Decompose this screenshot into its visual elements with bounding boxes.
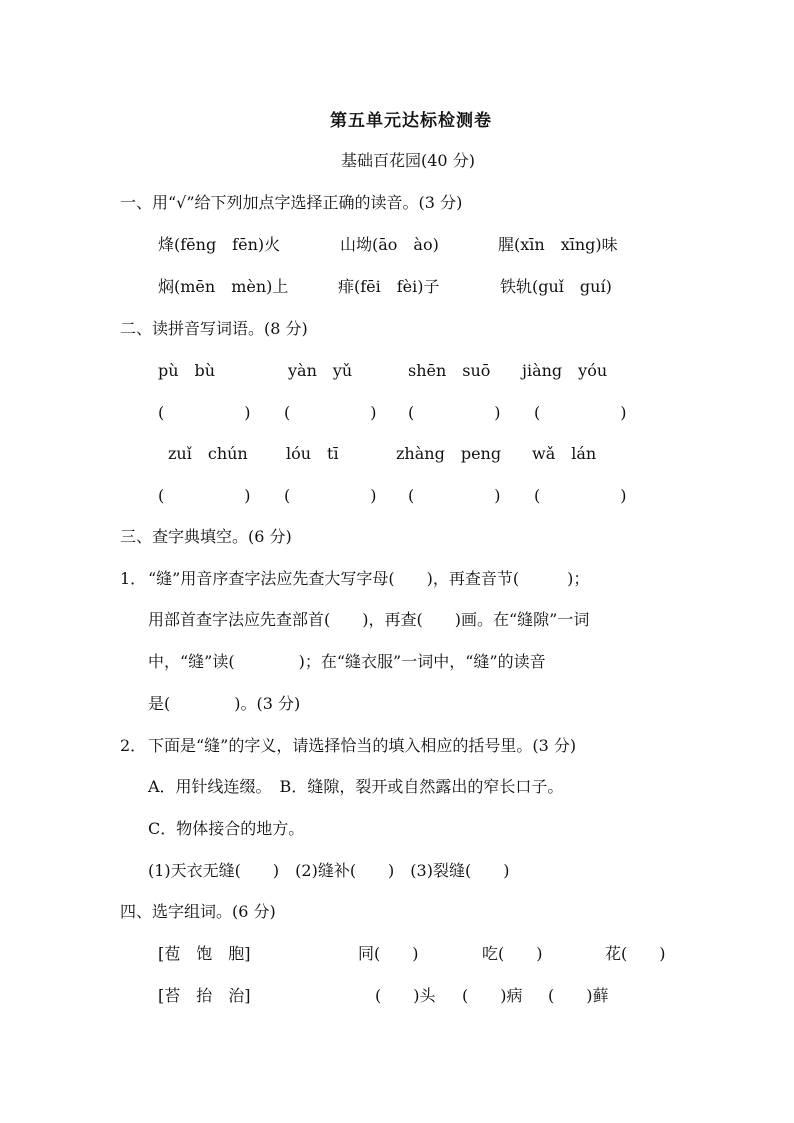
pinyin-choice-item: 腥(xīn xīng)味 — [498, 235, 618, 254]
word-blank[interactable]: ( )藓 — [548, 986, 609, 1005]
answer-blank[interactable]: ( ) — [284, 486, 377, 505]
answer-blank[interactable]: ( ) — [408, 403, 501, 422]
answer-blank[interactable]: ( ) — [408, 486, 501, 505]
pinyin-choice-item: 铁轨(guǐ guí) — [500, 277, 612, 296]
question-2-answers[interactable]: (1)天衣无缝( ) (2)缝补( ) (3)裂缝( ) — [148, 861, 510, 880]
section-3-heading: 三、查字典填空。(6 分) — [120, 527, 292, 546]
character-group: [苔 抬 治] — [158, 986, 251, 1005]
pinyin-choice-item: 痱(fēi fèi)子 — [338, 277, 440, 296]
word-blank[interactable]: 吃( ) — [482, 944, 543, 963]
page-title: 第五单元达标检测卷 — [330, 111, 492, 131]
pinyin-word: wǎ lán — [532, 444, 597, 463]
pinyin-choice-item: 山坳(āo ào) — [340, 235, 439, 254]
pinyin-word: zuǐ chún — [168, 444, 248, 463]
pinyin-word: lóu tī — [286, 444, 339, 463]
word-blank[interactable]: 花( ) — [605, 944, 666, 963]
question-1-line: 用部首查字法应先查部首( )，再查( )画。在“缝隙”一词 — [148, 610, 590, 629]
answer-blank[interactable]: ( ) — [284, 403, 377, 422]
question-1-line: 中，“缝”读( )；在“缝衣服”一词中，“缝”的读音 — [148, 652, 546, 671]
pinyin-choice-item: 烽(fēng fēn)火 — [158, 235, 281, 254]
word-blank[interactable]: ( )病 — [462, 986, 523, 1005]
section-1-heading: 一、用“√”给下列加点字选择正确的读音。(3 分) — [120, 193, 463, 212]
answer-blank[interactable]: ( ) — [534, 403, 627, 422]
character-group: [苞 饱 胞] — [158, 944, 251, 963]
pinyin-choice-item: 焖(mēn mèn)上 — [158, 277, 289, 296]
word-blank[interactable]: 同( ) — [358, 944, 419, 963]
section-4-heading: 四、选字组词。(6 分) — [120, 902, 276, 921]
question-number: 2． — [120, 736, 147, 755]
pinyin-word: zhàng peng — [396, 444, 502, 463]
page-subtitle: 基础百花园(40 分) — [341, 151, 475, 170]
section-2-heading: 二、读拼音写词语。(8 分) — [120, 319, 308, 338]
pinyin-word: shēn suō — [408, 361, 491, 380]
answer-blank[interactable]: ( ) — [534, 486, 627, 505]
answer-blank[interactable]: ( ) — [158, 486, 251, 505]
question-2-option: C．物体接合的地方。 — [148, 819, 305, 838]
question-1-line: “缝”用音序查字法应先查大写字母( )，再查音节( )； — [148, 569, 590, 588]
answer-blank[interactable]: ( ) — [158, 403, 251, 422]
question-2-line: 下面是“缝”的字义，请选择恰当的填入相应的括号里。(3 分) — [148, 736, 577, 755]
pinyin-word: jiàng yóu — [522, 361, 608, 380]
pinyin-word: yàn yǔ — [288, 361, 353, 380]
question-2-option: A．用针线连缀。 B．缝隙，裂开或自然露出的窄长口子。 — [148, 777, 564, 796]
question-1-line: 是( )。(3 分) — [148, 694, 301, 713]
word-blank[interactable]: ( )头 — [375, 986, 436, 1005]
pinyin-word: pù bù — [158, 361, 216, 380]
question-number: 1． — [120, 569, 147, 588]
